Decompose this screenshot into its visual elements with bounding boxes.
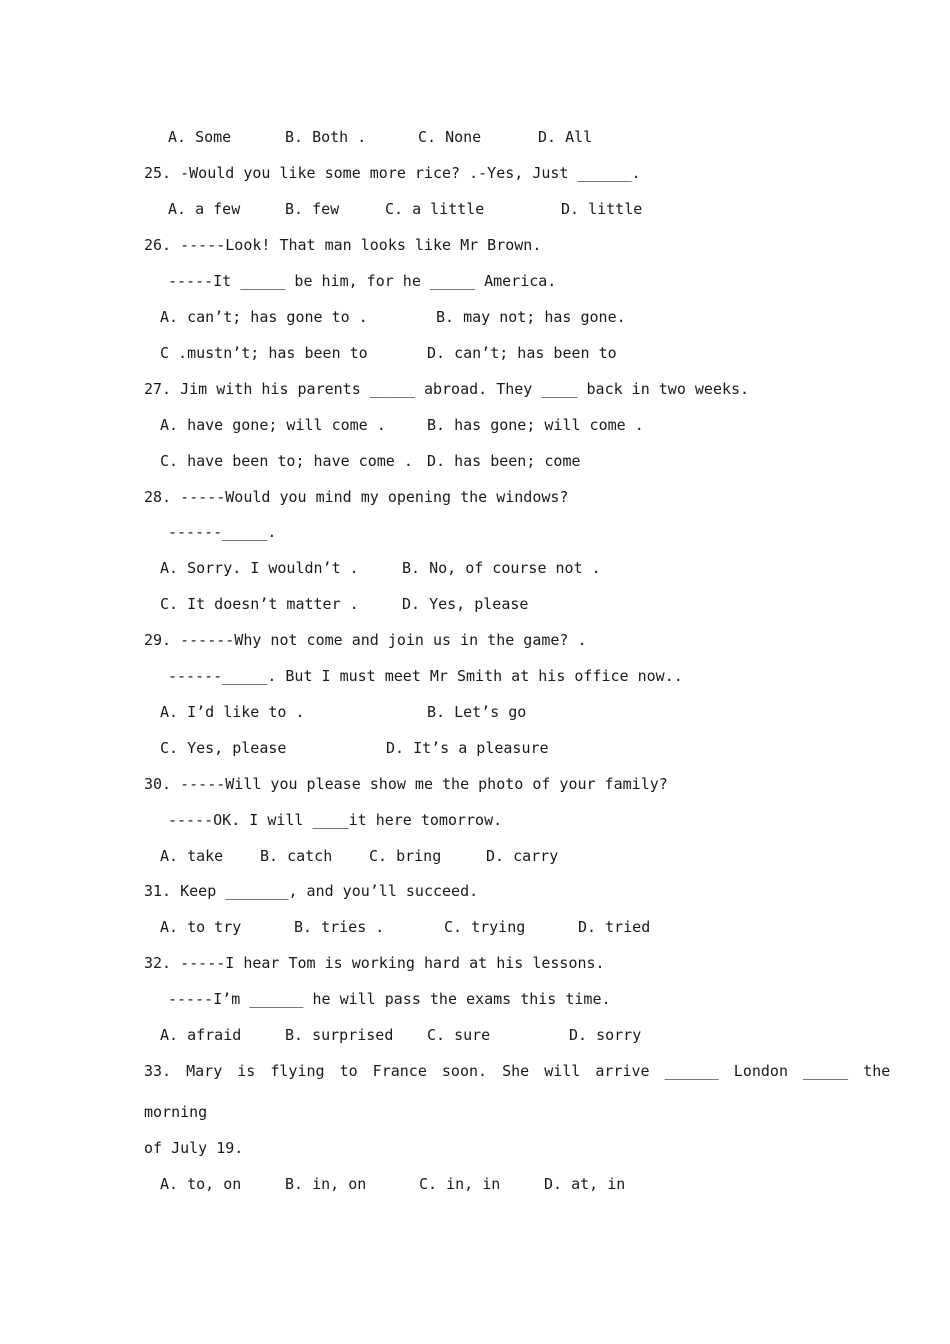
dialogue-reply: ------_____. But I must meet Mr Smith at his office now.. — [168, 667, 683, 685]
option-a: A. to, on — [160, 1175, 242, 1193]
option-b: B. may not; has gone. — [436, 308, 626, 326]
option-d: D. little — [561, 200, 643, 218]
dialogue-reply: -----It _____ be him, for he _____ America. — [168, 272, 557, 290]
option-b: B. Both . — [285, 128, 367, 146]
option-d: D. Yes, please — [402, 595, 529, 613]
option-d: D. carry — [486, 847, 559, 865]
option-c: C. It doesn’t matter . — [160, 595, 359, 613]
option-c: C. have been to; have come . — [160, 452, 413, 470]
option-c: C .mustn’t; has been to — [160, 344, 368, 362]
option-a: A. take — [160, 847, 224, 865]
question-stem: 27. Jim with his parents _____ abroad. They ____ back in two weeks. — [144, 380, 750, 398]
option-d: D. All — [538, 128, 593, 146]
question-stem: 29. ------Why not come and join us in the game? . — [144, 631, 587, 649]
question-stem: 28. -----Would you mind my opening the windows? — [144, 488, 569, 506]
option-d: D. tried — [578, 918, 651, 936]
option-c: C. Yes, please — [160, 739, 287, 757]
question-stem: 33. Mary is flying to France soon. She will arrive ______ London _____ the — [144, 1062, 891, 1080]
option-c: C. sure — [427, 1026, 491, 1044]
question-stem: 32. -----I hear Tom is working hard at his lessons. — [144, 954, 605, 972]
option-a: A. to try — [160, 918, 242, 936]
option-d: D. It’s a pleasure — [386, 739, 549, 757]
option-a: A. Some — [168, 128, 232, 146]
option-c: C. a little — [385, 200, 485, 218]
dialogue-reply: -----I’m ______ he will pass the exams this time. — [168, 990, 611, 1008]
option-a: A. a few — [168, 200, 241, 218]
option-c: C. bring — [369, 847, 442, 865]
option-c: C. trying — [444, 918, 526, 936]
dialogue-reply: -----OK. I will ____it here tomorrow. — [168, 811, 503, 829]
option-a: A. have gone; will come . — [160, 416, 386, 434]
question-stem: 31. Keep _______, and you’ll succeed. — [144, 882, 479, 900]
option-c: C. None — [418, 128, 482, 146]
option-d: D. sorry — [569, 1026, 642, 1044]
question-stem-continued: morning — [144, 1103, 208, 1121]
option-b: B. Let’s go — [427, 703, 527, 721]
dialogue-reply: ------_____. — [168, 523, 277, 541]
option-a: A. can’t; has gone to . — [160, 308, 368, 326]
option-b: B. few — [285, 200, 340, 218]
option-b: B. catch — [260, 847, 333, 865]
question-stem: 26. -----Look! That man looks like Mr Brown. — [144, 236, 542, 254]
option-a: A. afraid — [160, 1026, 242, 1044]
question-stem: 25. -Would you like some more rice? .-Yes, Just ______. — [144, 164, 641, 182]
question-stem: 30. -----Will you please show me the photo of your family? — [144, 775, 668, 793]
option-b: B. tries . — [294, 918, 385, 936]
option-d: D. has been; come — [427, 452, 581, 470]
question-stem-continued: of July 19. — [144, 1139, 244, 1157]
option-b: B. has gone; will come . — [427, 416, 644, 434]
option-b: B. surprised — [285, 1026, 394, 1044]
option-a: A. I’d like to . — [160, 703, 305, 721]
option-b: B. No, of course not . — [402, 559, 601, 577]
option-a: A. Sorry. I wouldn’t . — [160, 559, 359, 577]
option-b: B. in, on — [285, 1175, 367, 1193]
option-d: D. can’t; has been to — [427, 344, 617, 362]
option-c: C. in, in — [419, 1175, 501, 1193]
option-d: D. at, in — [544, 1175, 626, 1193]
